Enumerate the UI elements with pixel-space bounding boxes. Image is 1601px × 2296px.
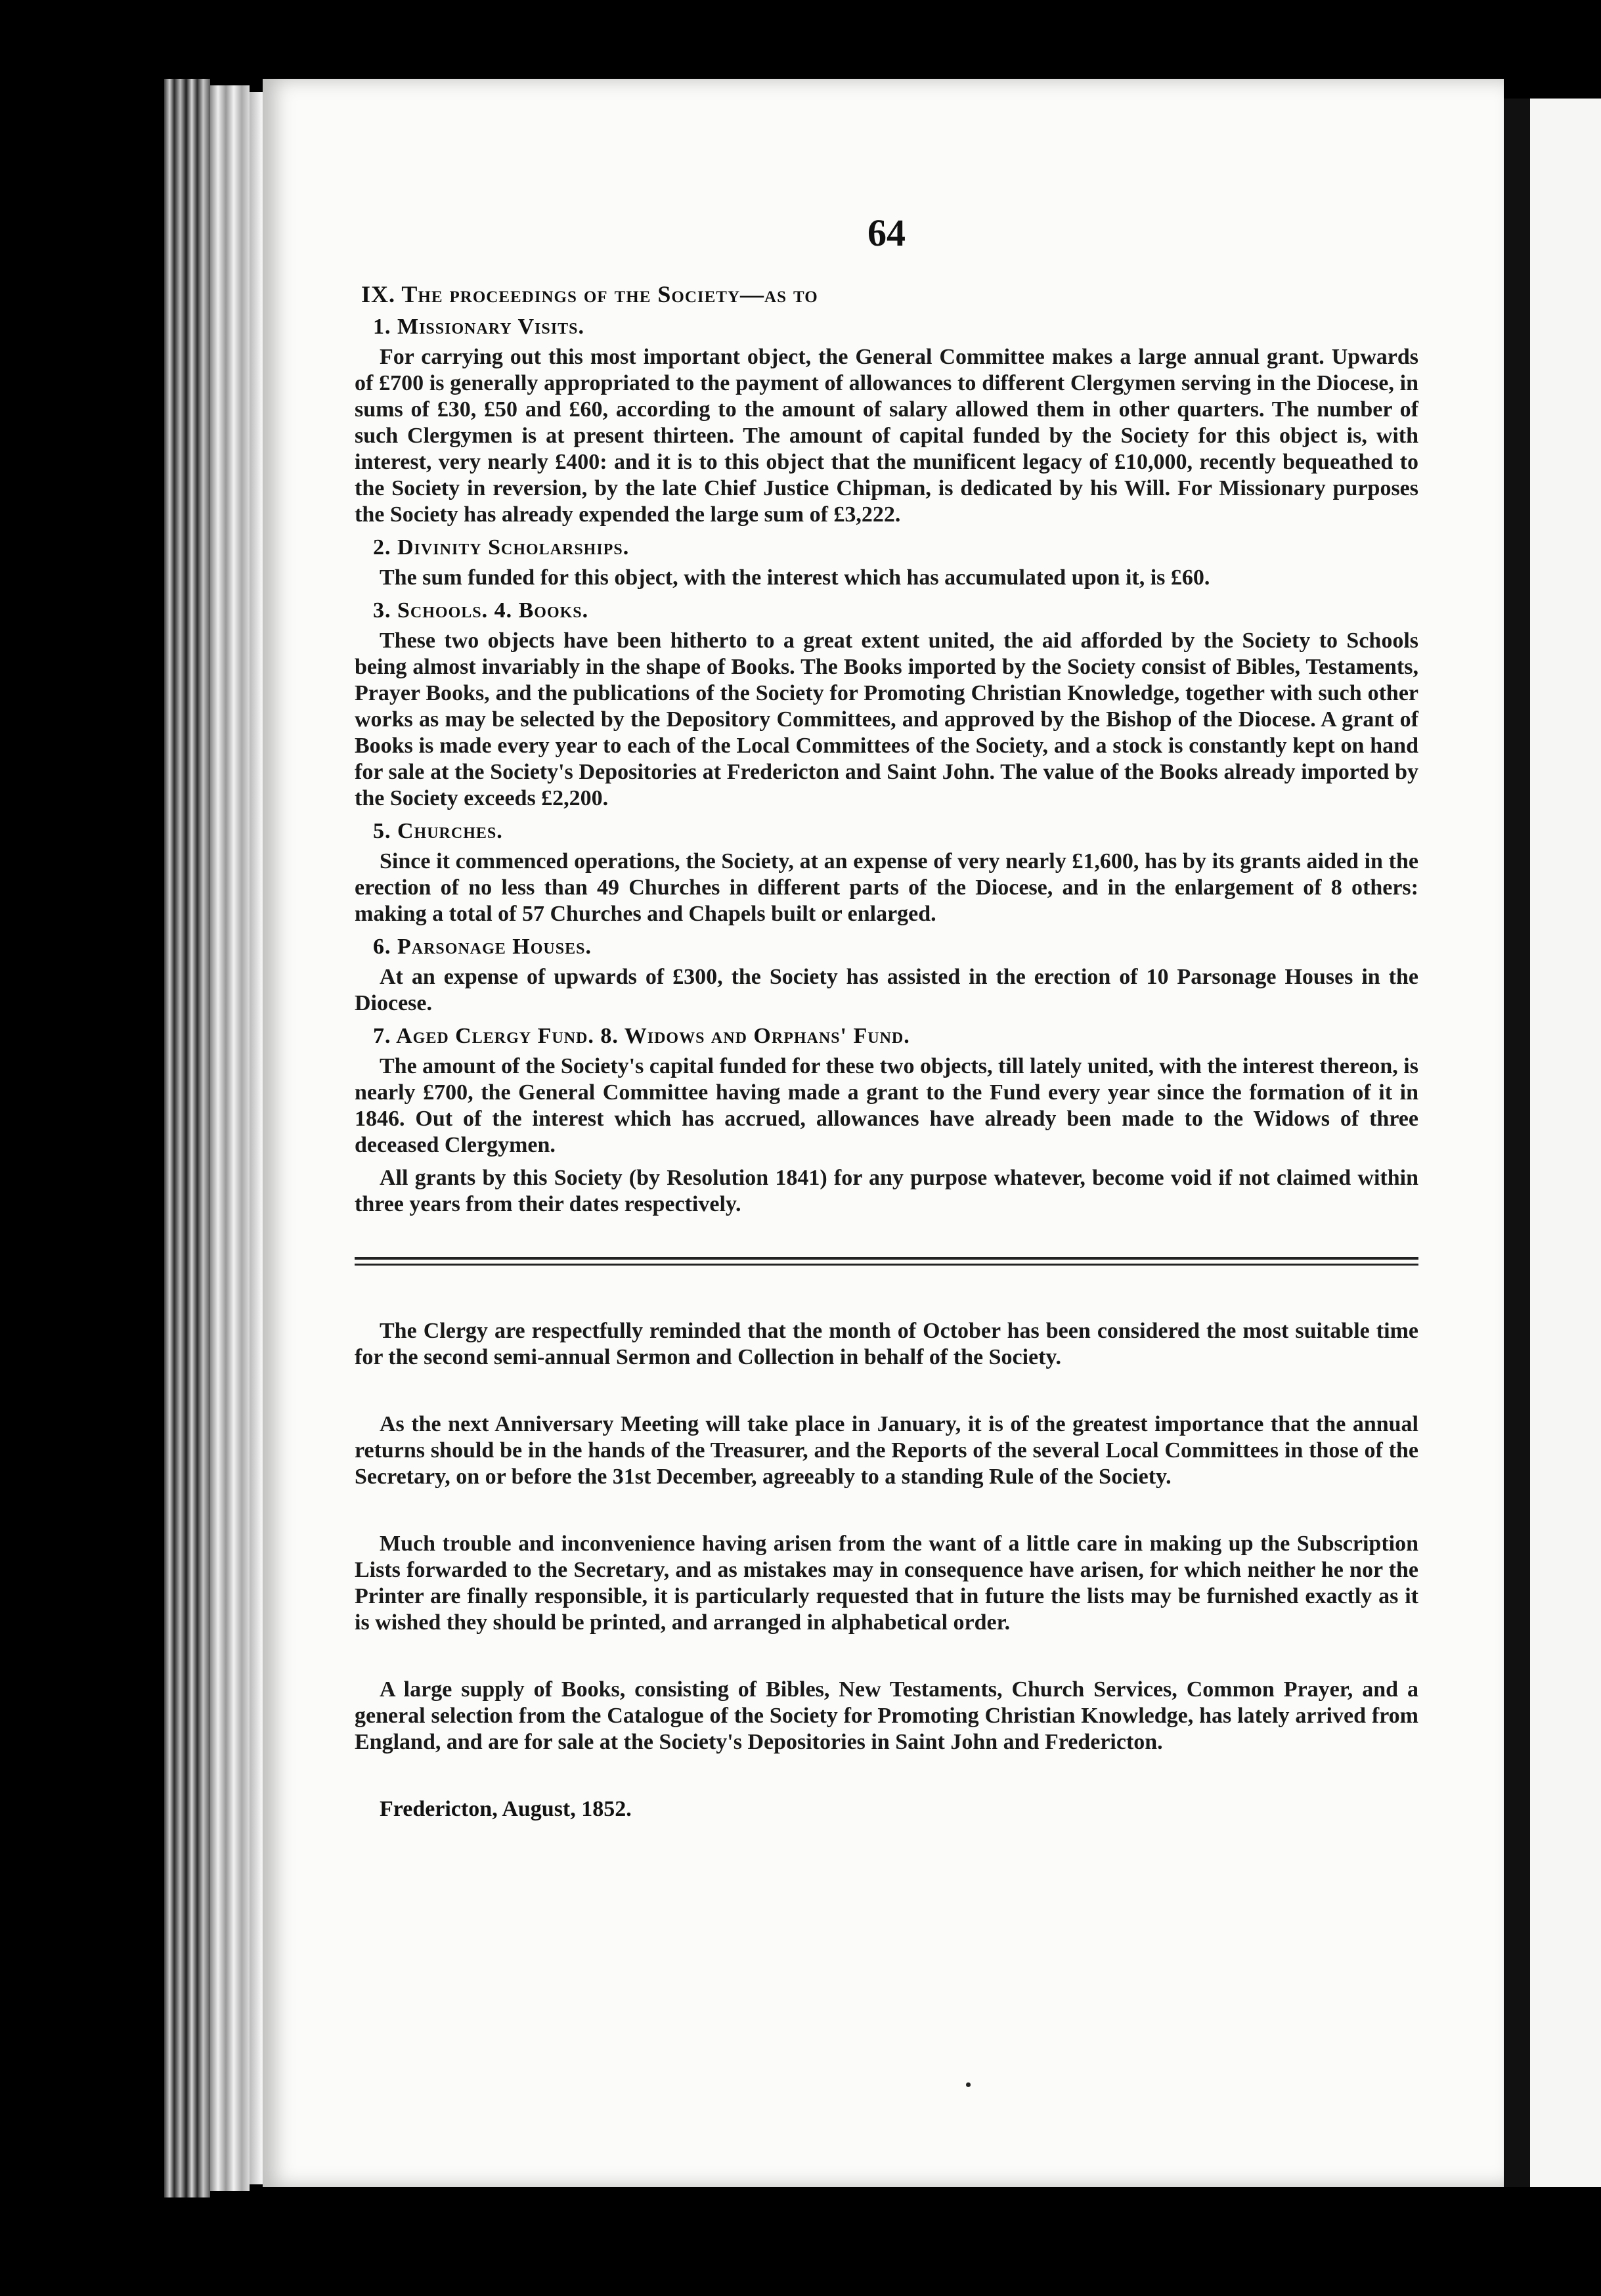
page-content xyxy=(355,210,1418,1822)
notice-anniversary-meeting: As the next Anniversary Meeting will take place in January, it is of the greatest importance that the annual returns should be in the hands of the Treasurer, and the Reports of the several Local Committees in those of the Secretary, on or before the 31st December, agreeably to a standing Rule of the Society. xyxy=(355,1412,1418,1489)
page-number: 64 xyxy=(867,211,906,254)
document-page xyxy=(263,79,1504,2187)
section-missionary-visits xyxy=(355,314,1418,528)
section-heading: 1. Missionary Visits. xyxy=(373,315,584,339)
section-schools-books xyxy=(355,598,1418,812)
section-churches xyxy=(355,818,1418,927)
section-paragraph: For carrying out this most important object, the General Committee makes a large annual grant. Upwards of £700 is generally appropriated to the payment of allowances to different Clergymen serving in the Diocese, in sums of £30, £50 and £60, according to the amount of salary allowed them in other quarters. The number of such Clergymen is at present thirteen. The amount of capital funded by the Society for this object is, with interest, very nearly £400: and it is to this object that the munificent legacy of £10,000, recently bequeathed to the Society in reversion, by the late Chief Justice Chipman, is dedicated by his Will. For Missionary purposes the Society has already expended the large sum of £3,222. xyxy=(355,345,1418,527)
section-divinity-scholarships xyxy=(355,535,1418,591)
notice-books-supply: A large supply of Books, consisting of Bibles, New Testaments, Church Services, Common Prayer, and a general selection from the Catalogue of the Society for Promoting Christian Knowledge, has lately arrived from England, and are for sale at the Society's Depositories in Saint John and Fredericton. xyxy=(355,1677,1418,1754)
footer-mark: • xyxy=(965,2075,972,2094)
section-title: IX. The proceedings of the Society—as to xyxy=(361,281,818,307)
section-heading: 2. Divinity Scholarships. xyxy=(373,535,630,560)
section-paragraph: The amount of the Society's capital funded for these two objects, till lately united, with the interest thereon, is nearly £700, the General Committee having made a grant to the Fund every year since the formation of it in 1846. Out of the interest which has accrued, allowances have already been made to the Widows of three deceased Clergymen. xyxy=(355,1054,1418,1157)
section-heading: 3. Schools. 4. Books. xyxy=(373,598,589,623)
section-parsonage-houses xyxy=(355,934,1418,1017)
notice-october-sermon: The Clergy are respectfully reminded that the month of October has been considered the most suitable time for the second semi-annual Sermon and Collection in behalf of the Society. xyxy=(355,1319,1418,1369)
section-paragraph: These two objects have been hitherto to a great extent united, the aid afforded by the Society to Schools being almost invariably in the shape of Books. The Books imported by the Society consist of Bibles, Testaments, Prayer Books, and the publications of the Society for Promoting Christian Knowledge, together with such other works as may be selected by the Depository Committees, and approved by the Bishop of the Diocese. A grant of Books is made every year to each of the Local Committees of the Society, and a stock is constantly kept on hand for sale at the Society's Depositories at Fredericton and Saint John. The value of the Books already imported by the Society exceeds £2,200. xyxy=(355,629,1418,810)
gutter-shadow xyxy=(1504,99,1530,2187)
rule-line xyxy=(355,1264,1418,1266)
section-paragraph: All grants by this Society (by Resolution 1841) for any purpose whatever, become void if not claimed within three years from their dates respectively. xyxy=(355,1166,1418,1216)
double-rule-divider xyxy=(355,1257,1418,1266)
rule-line xyxy=(355,1257,1418,1260)
section-paragraph: Since it commenced operations, the Society, at an expense of very nearly £1,600, has by its grants aided in the erection of no less than 49 Churches in different parts of the Diocese, and in the enlargement of 8 others: making a total of 57 Churches and Chapels built or enlarged. xyxy=(355,849,1418,926)
notice-subscription-lists: Much trouble and inconvenience having arisen from the want of a little care in making up the Subscription Lists forwarded to the Secretary, and as mistakes may in consequence have arisen, for which neither he nor the Printer are finally responsible, it is particularly requested that in future the lists may be furnished exactly as it is wished they should be printed, and arranged in alphabetical order. xyxy=(355,1532,1418,1635)
dateline: Fredericton, August, 1852. xyxy=(380,1797,632,1821)
section-paragraph: The sum funded for this object, with the interest which has accumulated upon it, is £60. xyxy=(380,565,1210,590)
section-paragraph: At an expense of upwards of £300, the Society has assisted in the erection of 10 Parsonage Houses in the Diocese. xyxy=(355,965,1418,1015)
section-heading: 7. Aged Clergy Fund. 8. Widows and Orphans' Fund. xyxy=(373,1024,910,1048)
book-edge-pages xyxy=(210,85,250,2191)
section-heading: 5. Churches. xyxy=(373,819,503,843)
section-heading: 6. Parsonage Houses. xyxy=(373,935,592,959)
section-clergy-widows-fund xyxy=(355,1023,1418,1218)
book-edge-dark xyxy=(164,79,210,2197)
